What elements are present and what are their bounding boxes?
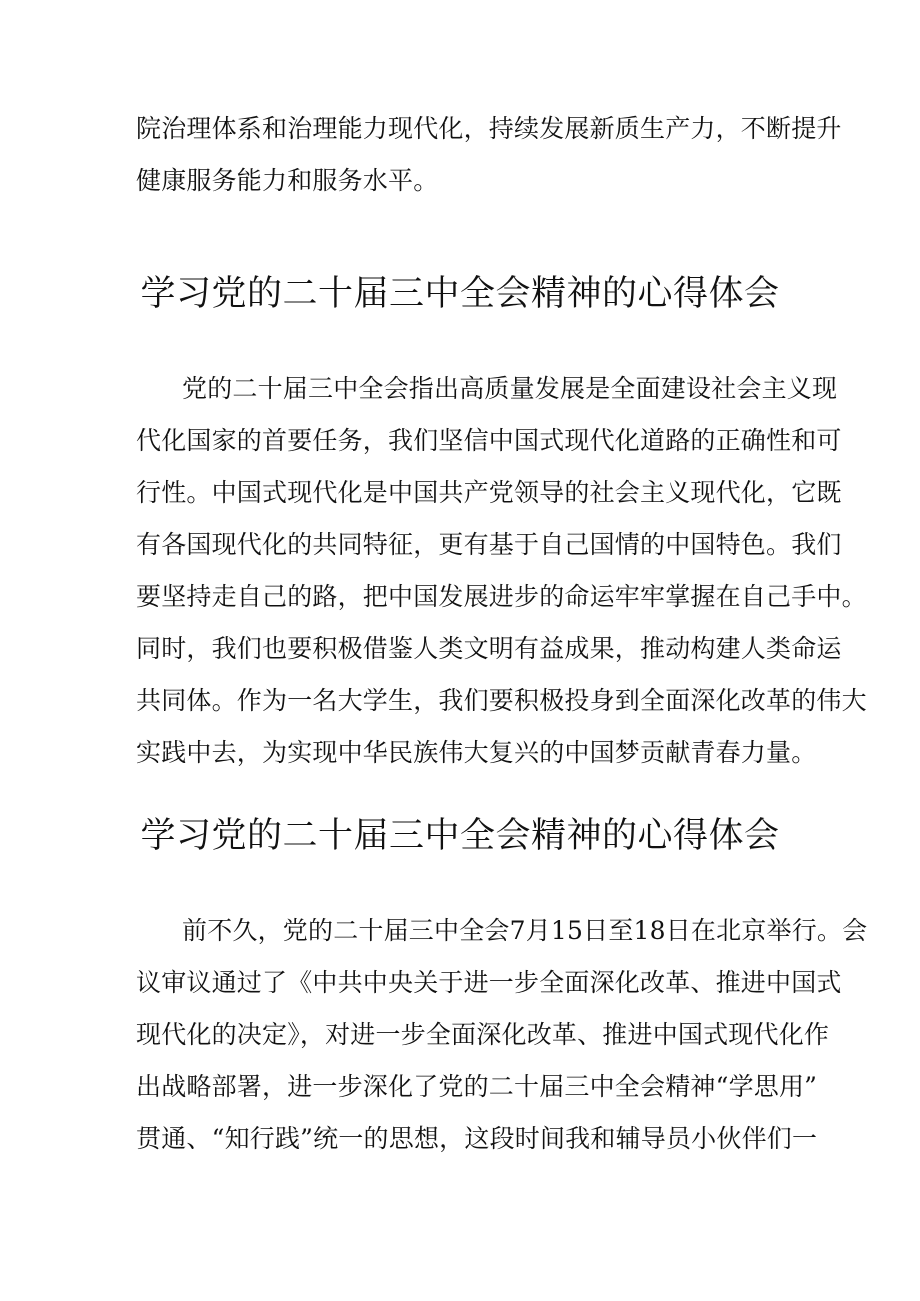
section-1-line-3: 行性。中国式现代化是中国共产党领导的社会主义现代化，它既 xyxy=(136,478,842,507)
intro-line-1: 院治理体系和治理能力现代化，持续发展新质生产力，不断提升 xyxy=(136,114,842,143)
section-1-line-2: 代化国家的首要任务，我们坚信中国式现代化道路的正确性和可 xyxy=(136,426,842,455)
section-1-line-6: 同时，我们也要积极借鉴人类文明有益成果，推动构建人类命运 xyxy=(136,634,842,663)
intro-line-2: 健康服务能力和服务水平。 xyxy=(136,166,439,195)
section-2-line-1: 前不久，党的二十届三中全会7月15日至18日在北京举行。会 xyxy=(182,916,868,945)
section-1-line-5: 要坚持走自己的路，把中国发展进步的命运牢牢掌握在自己手中。 xyxy=(136,582,867,611)
section-2-title: 学习党的二十届三中全会精神的心得体会 xyxy=(140,816,780,856)
section-2-line-5: 贯通、“知行践”统一的思想，这段时间我和辅导员小伙伴们一 xyxy=(136,1124,818,1153)
section-1-line-4: 有各国现代化的共同特征，更有基于自己国情的中国特色。我们 xyxy=(136,530,842,559)
section-2-line-4: 出战略部署，进一步深化了党的二十届三中全会精神“学思用” xyxy=(136,1072,818,1101)
section-1-line-8: 实践中去，为实现中华民族伟大复兴的中国梦贡献青春力量。 xyxy=(136,738,817,767)
section-2-line-2: 议审议通过了《中共中央关于进一步全面深化改革、推进中国式 xyxy=(136,968,842,997)
section-1-title: 学习党的二十届三中全会精神的心得体会 xyxy=(140,274,780,314)
section-1-line-1: 党的二十届三中全会指出高质量发展是全面建设社会主义现 xyxy=(182,374,838,403)
section-2-line-3: 现代化的决定》，对进一步全面深化改革、推进中国式现代化作 xyxy=(136,1020,830,1049)
section-1-line-7: 共同体。作为一名大学生，我们要积极投身到全面深化改革的伟大 xyxy=(136,686,867,715)
